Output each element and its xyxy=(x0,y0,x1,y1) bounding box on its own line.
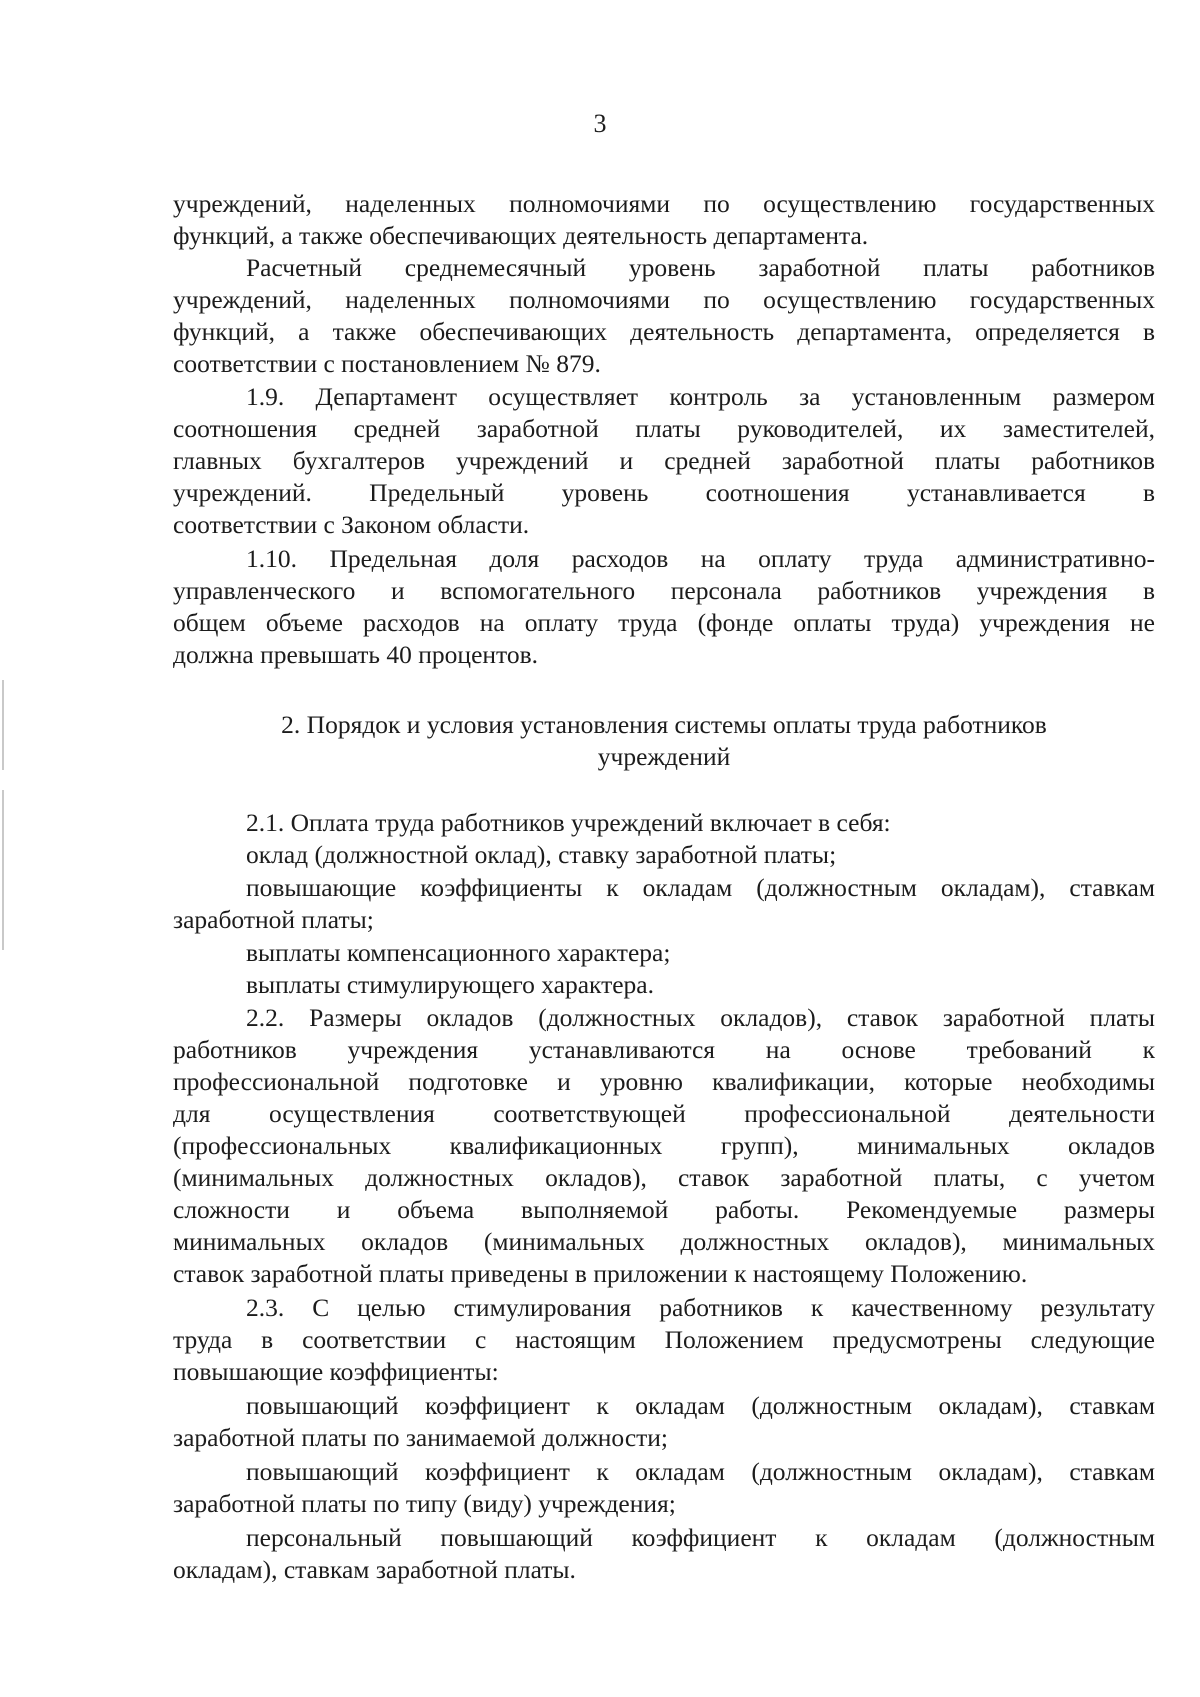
text-line: 1.9. Департамент осуществляет контроль за установленным размером xyxy=(246,382,1155,411)
text-line: учреждений, наделенных полномочиями по осуществлению государственных xyxy=(173,285,1155,314)
text-line: повышающие коэффициенты к окладам (должностным окладам), ставкам xyxy=(246,873,1155,902)
text-line: учреждений. Предельный уровень соотношения устанавливается в xyxy=(173,478,1155,507)
text-line: (минимальных должностных окладов), ставок заработной платы, с учетом xyxy=(173,1163,1155,1192)
text-line: сложности и объема выполняемой работы. Рекомендуемые размеры xyxy=(173,1195,1155,1224)
scan-edge-mark xyxy=(2,790,4,950)
text-line: окладам), ставкам заработной платы. xyxy=(173,1555,576,1584)
text-line: повышающий коэффициент к окладам (должностным окладам), ставкам xyxy=(246,1391,1155,1420)
text-line: главных бухгалтеров учреждений и средней заработной платы работников xyxy=(173,446,1155,475)
text-line: профессиональной подготовке и уровню квалификации, которые необходимы xyxy=(173,1067,1155,1096)
text-line: функций, а также обеспечивающих деятельность департамента, определяется в xyxy=(173,317,1155,346)
text-line: соотношения средней заработной платы руководителей, их заместителей, xyxy=(173,414,1155,443)
text-line: 1.10. Предельная доля расходов на оплату труда административно- xyxy=(246,544,1155,573)
page-number: 3 xyxy=(593,109,607,138)
text-line: Расчетный среднемесячный уровень заработной платы работников xyxy=(246,253,1155,282)
text-line: соответствии с постановлением № 879. xyxy=(173,349,601,378)
text-line: заработной платы по занимаемой должности; xyxy=(173,1423,669,1452)
text-line: соответствии с Законом области. xyxy=(173,510,530,539)
text-line: заработной платы; xyxy=(173,905,374,934)
text-line: управленческого и вспомогательного персонала работников учреждения в xyxy=(173,576,1155,605)
text-line: 2.2. Размеры окладов (должностных окладов), ставок заработной платы xyxy=(246,1003,1155,1032)
text-line: функций, а также обеспечивающих деятельность департамента. xyxy=(173,221,869,250)
text-line: повышающий коэффициент к окладам (должностным окладам), ставкам xyxy=(246,1457,1155,1486)
text-line: учреждений, наделенных полномочиями по осуществлению государственных xyxy=(173,189,1155,218)
text-line: ставок заработной платы приведены в приложении к настоящему Положению. xyxy=(173,1259,1028,1288)
section-heading: учреждений xyxy=(597,742,731,771)
scan-edge-mark xyxy=(2,680,4,770)
text-line: должна превышать 40 процентов. xyxy=(173,640,539,669)
text-line: 2.1. Оплата труда работников учреждений включает в себя: xyxy=(246,808,891,837)
text-line: для осуществления соответствующей профессиональной деятельности xyxy=(173,1099,1155,1128)
text-line: труда в соответствии с настоящим Положением предусмотрены следующие xyxy=(173,1325,1155,1354)
text-line: выплаты стимулирующего характера. xyxy=(246,970,654,999)
text-line: повышающие коэффициенты: xyxy=(173,1357,499,1386)
text-line: заработной платы по типу (виду) учреждения; xyxy=(173,1489,676,1518)
text-line: (профессиональных квалификационных групп), минимальных окладов xyxy=(173,1131,1155,1160)
text-line: оклад (должностной оклад), ставку заработной платы; xyxy=(246,840,837,869)
text-line: персональный повышающий коэффициент к окладам (должностным xyxy=(246,1523,1155,1552)
text-line: выплаты компенсационного характера; xyxy=(246,938,671,967)
text-line: общем объеме расходов на оплату труда (фонде оплаты труда) учреждения не xyxy=(173,608,1155,637)
text-line: работников учреждения устанавливаются на основе требований к xyxy=(173,1035,1155,1064)
text-line: 2.3. С целью стимулирования работников к качественному результату xyxy=(246,1293,1155,1322)
section-heading: 2. Порядок и условия установления системы оплаты труда работников xyxy=(281,710,1047,739)
text-line: минимальных окладов (минимальных должностных окладов), минимальных xyxy=(173,1227,1155,1256)
